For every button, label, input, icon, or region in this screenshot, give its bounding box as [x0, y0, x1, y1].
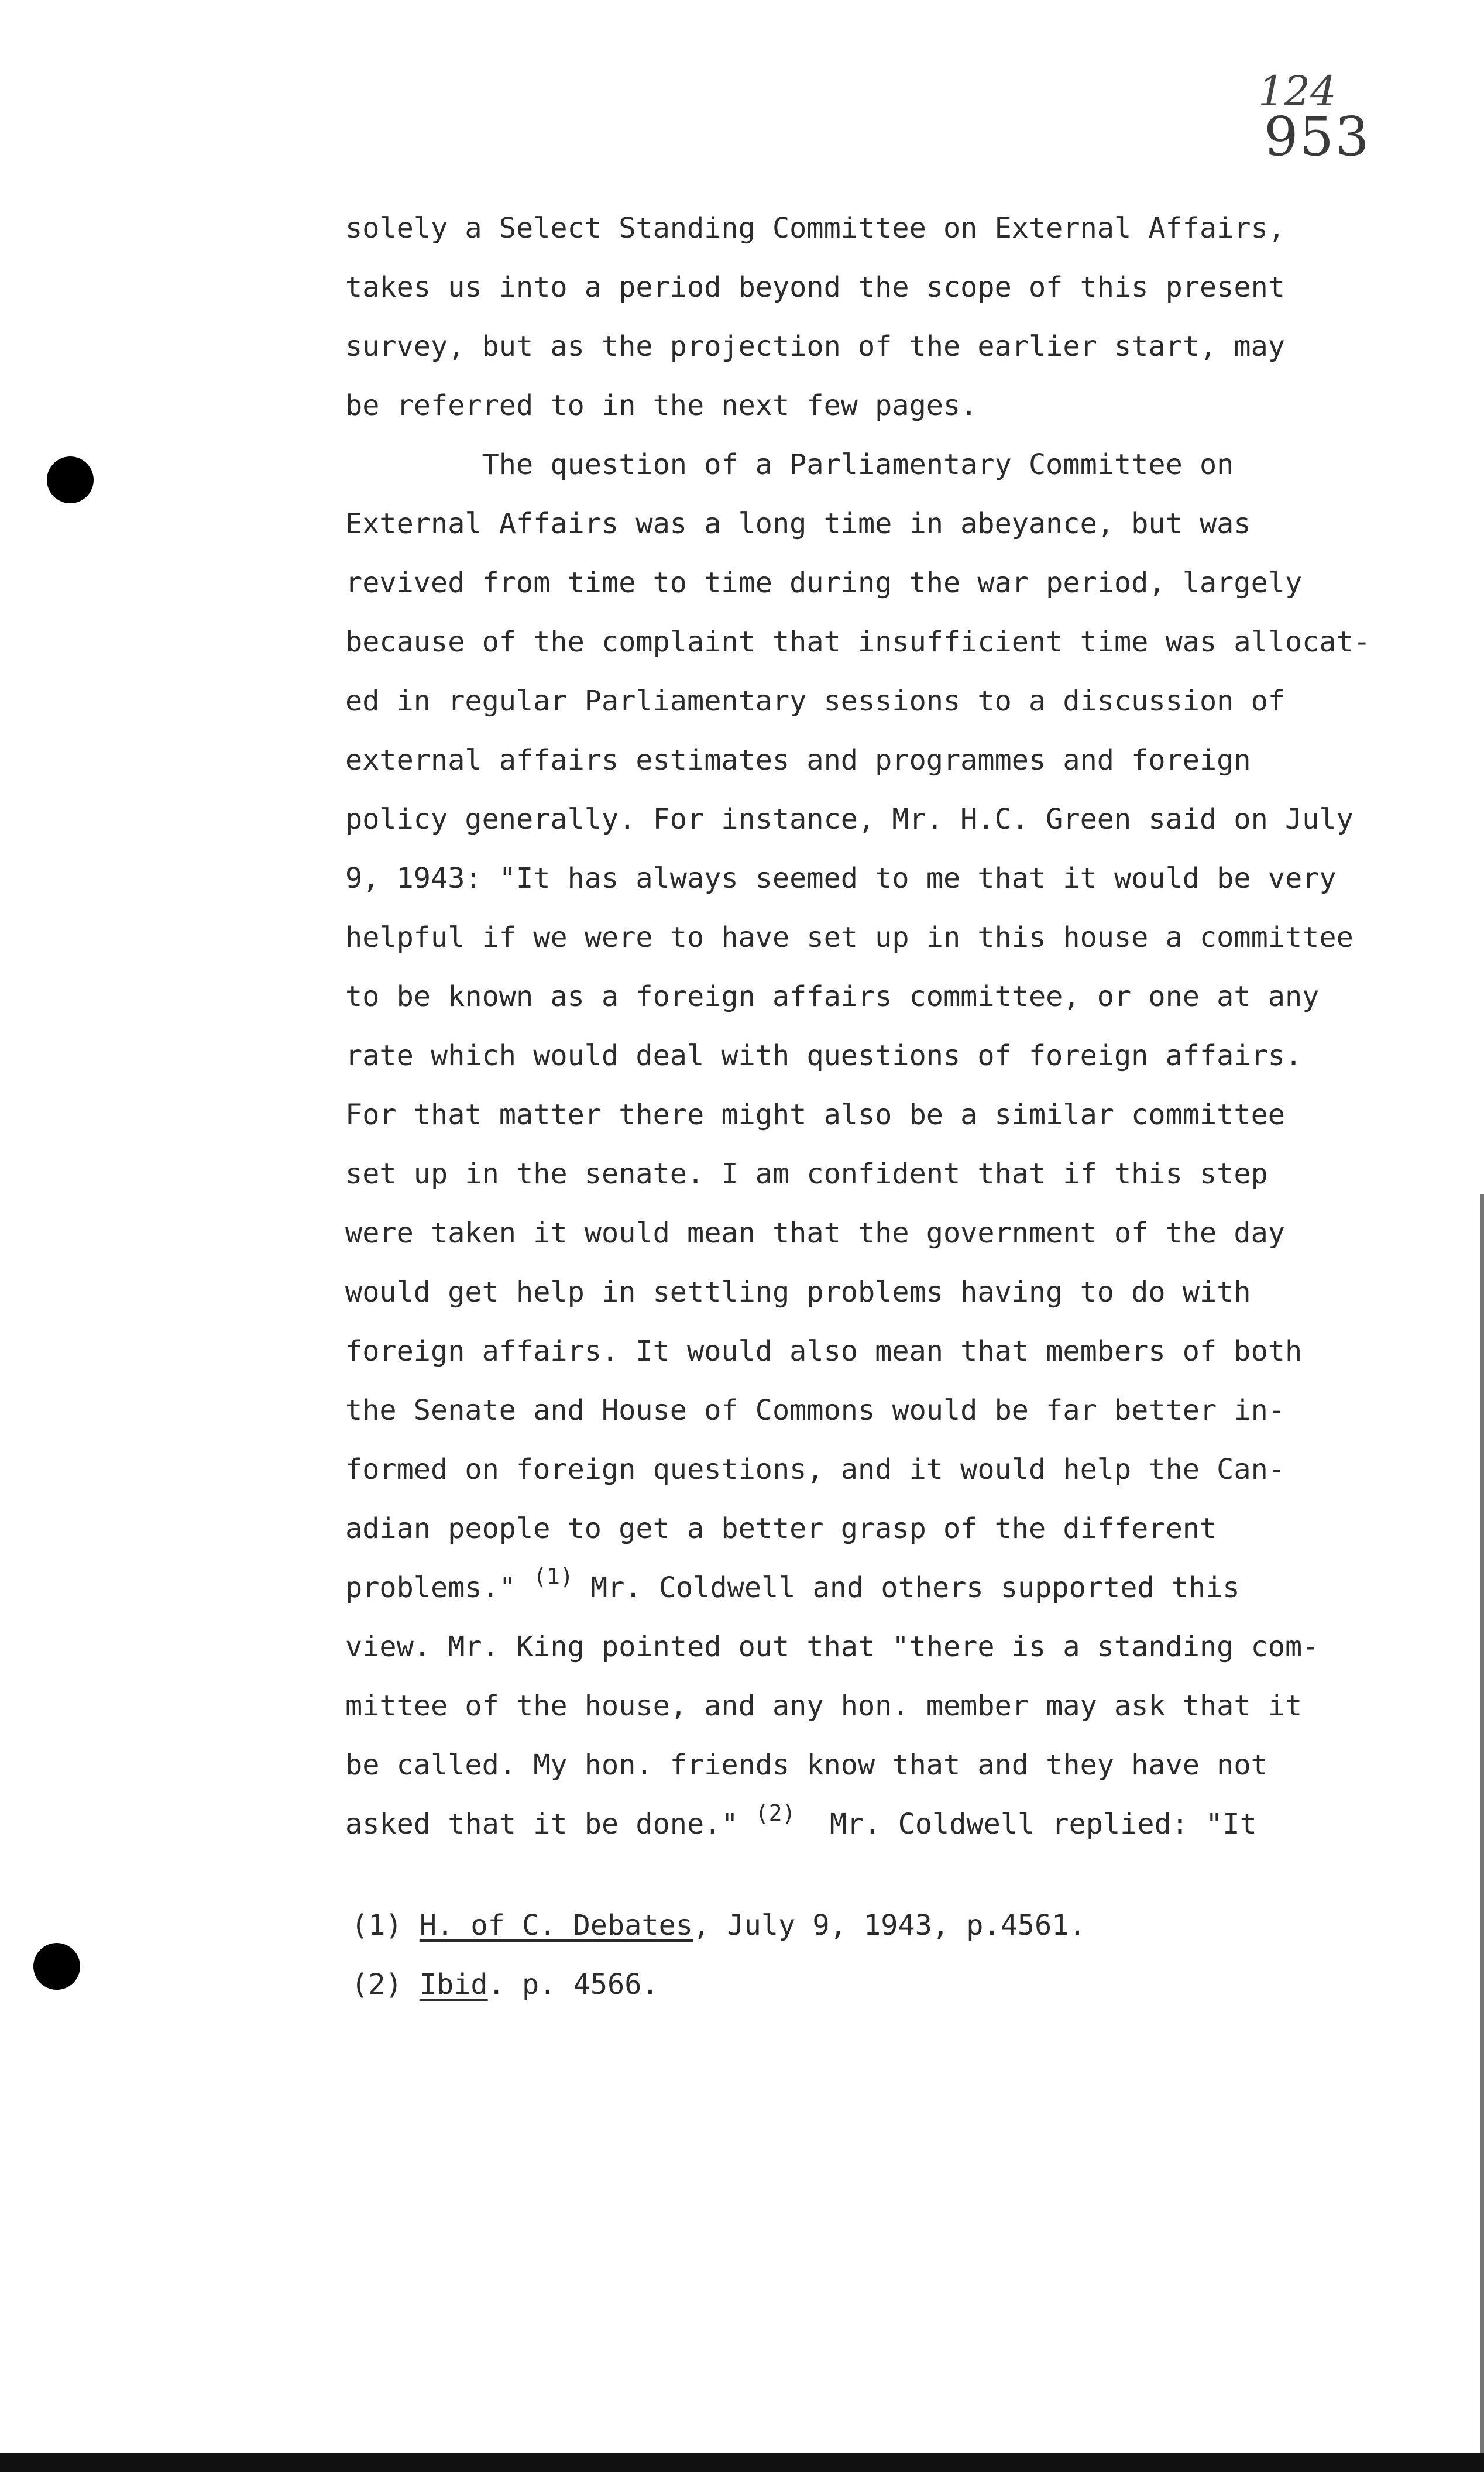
text-line: adian people to get a better grasp of the different [345, 1512, 1217, 1545]
text-line: view. Mr. King pointed out that "there is a standing com- [345, 1630, 1320, 1663]
footnote-source: H. of C. Debates [419, 1909, 693, 1942]
text-line: would get help in settling problems having to do with [345, 1276, 1251, 1309]
text-line: takes us into a period beyond the scope of this present [345, 271, 1285, 304]
text-line: 9, 1943: "It has always seemed to me that it would be very [345, 862, 1337, 895]
text-line: external affairs estimates and programmes and foreign [345, 744, 1251, 777]
footnotes [351, 1896, 1086, 2014]
text-line: External Affairs was a long time in abeyance, but was [345, 507, 1251, 540]
text-line: The question of a Parliamentary Committee on [345, 448, 1234, 481]
footnote-reference: (2) [755, 1800, 796, 1826]
scan-bottom-border [0, 2453, 1484, 2472]
text-line: formed on foreign questions, and it would help the Can- [345, 1453, 1285, 1486]
text-line: solely a Select Standing Committee on External Affairs, [345, 212, 1285, 245]
text-line-with-reference [345, 1558, 1428, 1618]
footnote-text: . p. 4566. [487, 1968, 659, 2001]
text-line: be referred to in the next few pages. [345, 389, 978, 422]
scan-edge-shadow [1480, 1194, 1484, 2472]
text-line: be called. My hon. friends know that and they have not [345, 1749, 1268, 1781]
text-line: revived from time to time during the war period, largely [345, 566, 1303, 599]
text-line: mittee of the house, and any hon. member may ask that it [345, 1690, 1303, 1722]
text-line: survey, but as the projection of the earlier start, may [345, 330, 1285, 363]
footnote-reference: (1) [533, 1564, 573, 1589]
footnote-text: , July 9, 1943, p.4561. [693, 1909, 1086, 1942]
footnote-marker: (1) [351, 1909, 420, 1942]
text-segment: Mr. Coldwell replied: "It [795, 1808, 1257, 1841]
text-line: rate which would deal with questions of foreign affairs. [345, 1039, 1303, 1072]
text-line: were taken it would mean that the government of the day [345, 1217, 1285, 1249]
text-segment: Mr. Coldwell and others supported this [573, 1571, 1240, 1604]
text-line: helpful if we were to have set up in this house a committee [345, 921, 1354, 954]
text-line: policy generally. For instance, Mr. H.C. Green said on July [345, 803, 1354, 836]
footnote-source: Ibid [419, 1968, 488, 2001]
text-line: the Senate and House of Commons would be far better in- [345, 1394, 1285, 1427]
text-line: For that matter there might also be a similar committee [345, 1098, 1285, 1131]
handwritten-page-number: 124 [1258, 67, 1337, 115]
text-line: because of the complaint that insufficient time was allocat- [345, 626, 1370, 658]
punch-hole-top [47, 456, 94, 503]
text-segment: problems." [345, 1571, 534, 1604]
footnote-1 [351, 1896, 1086, 1955]
footnote-2 [351, 1955, 1086, 2014]
text-line: set up in the senate. I am confident that if this step [345, 1158, 1268, 1190]
text-line: foreign affairs. It would also mean that members of both [345, 1335, 1303, 1368]
body-text [345, 199, 1428, 1854]
footnote-marker: (2) [351, 1968, 420, 2001]
text-line: to be known as a foreign affairs committee, or one at any [345, 980, 1320, 1013]
page-number: 953 [1264, 105, 1370, 168]
text-line-with-reference [345, 1795, 1428, 1854]
text-segment: asked that it be done." [345, 1808, 755, 1841]
text-line: ed in regular Parliamentary sessions to a discussion of [345, 685, 1285, 717]
punch-hole-bottom [33, 1943, 80, 1990]
